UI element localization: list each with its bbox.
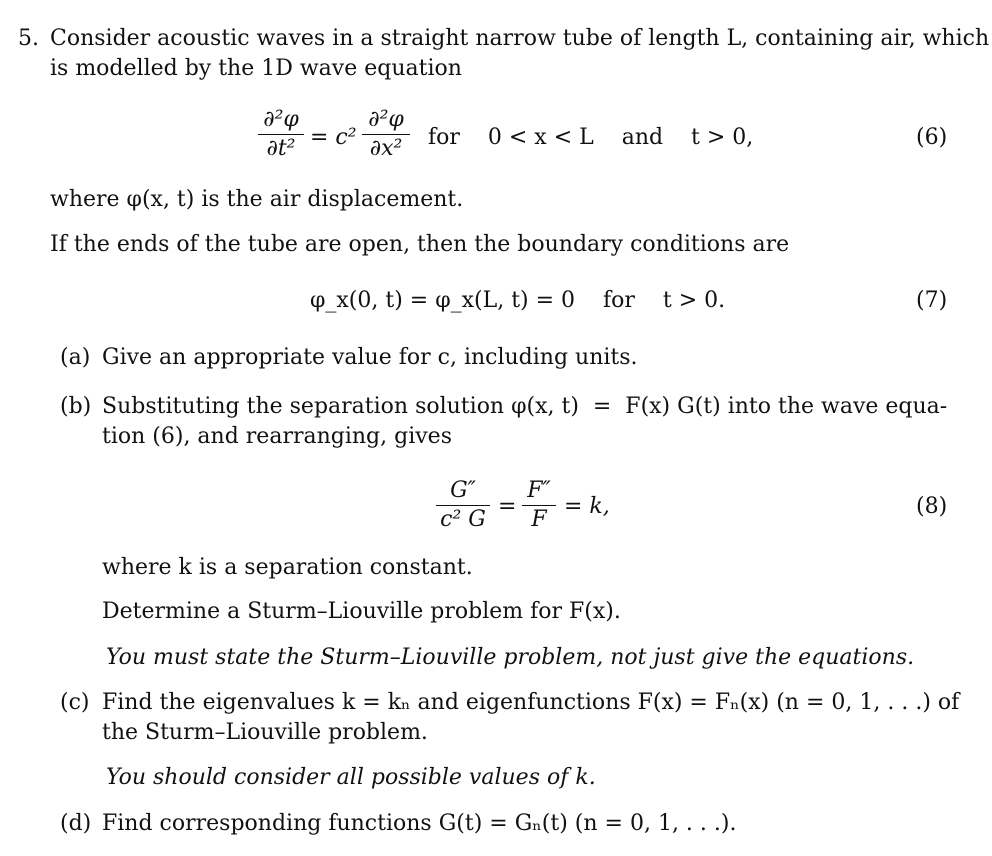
intro-line-2: is modelled by the 1D wave equation [50,56,462,81]
rhs-numerator: ∂²φ [368,107,404,132]
part-b-label: (b) [60,394,92,419]
g-denominator: c² G [440,507,486,532]
bc-intro: If the ends of the tube are open, then the boundary conditions are [50,232,790,257]
where-phi: where φ(x, t) is the air displacement. [50,187,464,212]
eq6-c-squared: = c² [310,125,357,150]
eq6-condition: for 0 < x < L and t > 0, [428,125,754,150]
question-number: 5. [18,26,39,51]
part-b-line-2: tion (6), and rearranging, gives [102,424,452,449]
intro-line-1: Consider acoustic waves in a straight narrow tube of length L, containing air, which [50,26,990,51]
eq7-label: (7) [916,288,948,313]
f-fraction [522,479,556,532]
part-c-label: (c) [60,690,90,715]
lhs-fraction [258,108,304,161]
where-k: where k is a separation constant. [102,555,473,580]
rhs-denominator: ∂x² [369,136,403,161]
part-b-note: You must state the Sturm–Liouville problem, not just give the equations. [106,645,915,670]
f-denominator: F [531,507,547,532]
eq6-label: (6) [916,125,948,150]
part-d-text: Find corresponding functions G(t) = Gₙ(t) (n = 0, 1, . . .). [102,811,737,836]
part-a-label: (a) [60,345,91,370]
part-b-line-1: Substituting the separation solution φ(x, t) = F(x) G(t) into the wave equa- [102,394,948,419]
eq8-equals: = [498,494,517,519]
f-numerator: F″ [527,478,551,503]
g-numerator: G″ [450,478,476,503]
eq8-tail: = k, [564,494,610,519]
boundary-conditions-eq: φ_x(0, t) = φ_x(L, t) = 0 for t > 0. [310,288,726,313]
part-c-note: You should consider all possible values of k. [106,765,596,790]
part-d-label: (d) [60,811,92,836]
part-c-line-1: Find the eigenvalues k = kₙ and eigenfunctions F(x) = Fₙ(x) (n = 0, 1, . . .) of [102,690,960,715]
part-b-determine: Determine a Sturm–Liouville problem for F(x). [102,599,621,624]
lhs-denominator: ∂t² [266,136,296,161]
part-a-text: Give an appropriate value for c, including units. [102,345,638,370]
part-c-line-2: the Sturm–Liouville problem. [102,720,428,745]
lhs-numerator: ∂²φ [263,107,299,132]
g-fraction [436,479,490,532]
rhs-fraction [362,108,410,161]
eq8-label: (8) [916,494,948,519]
